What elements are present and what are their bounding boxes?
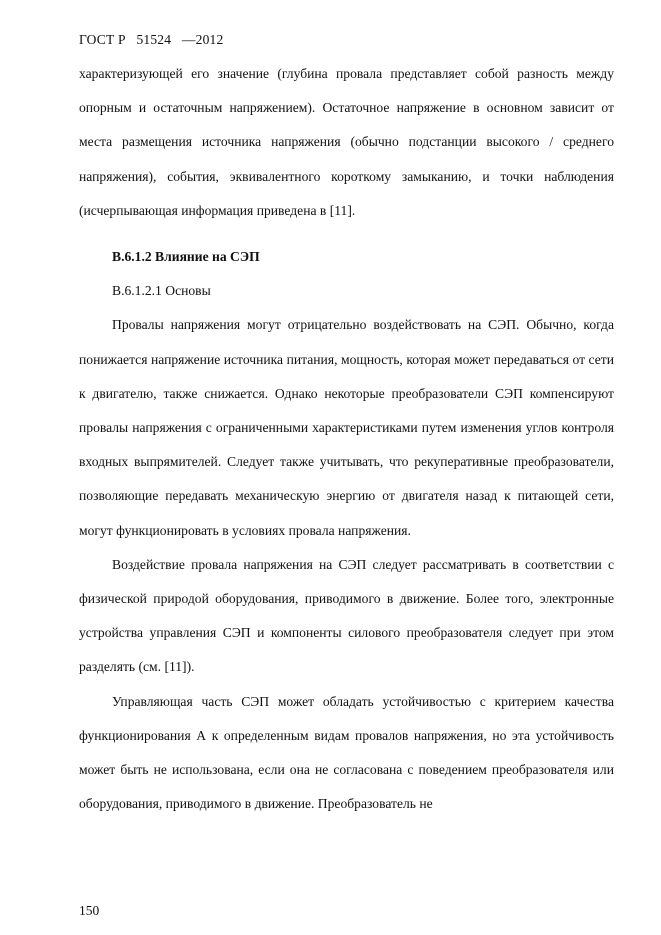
paragraph-sag-impact: Воздействие провала напряжения на СЭП следует рассматривать в соответствии с физической природой оборудования, приводимого в движение. Более того, электронные устройства управления СЭП и компоненты силового преобразователя следует при этом разделять (см. [11]).	[79, 556, 614, 675]
paragraph-depth-definition: характеризующей его значение (глубина провала представляет собой разность между опорным и остаточным напряжением). Остаточное напряжение в основном зависит от места размещения источника напряжения (обычно подстанции высокого / среднего напряжения), события, эквивалентного короткому замыканию, и точки наблюдения (исчерпывающая информация приведена в [11].	[79, 66, 614, 218]
section-heading: В.6.1.2 Влияние на СЭП	[112, 249, 260, 265]
document-header: ГОСТ Р 51524 —2012	[79, 32, 224, 47]
section-spacer	[79, 228, 614, 240]
paragraph-control-part: Управляющая часть СЭП может обладать устойчивостью с критерием качества функционирования А к определенным видам провалов напряжения, но эта устойчивость может быть не использована, если она не согласована с поведением преобразователя или оборудования, приводимого в движение. Преобразователь не	[79, 693, 614, 812]
page-number: 150	[79, 903, 100, 918]
document-body	[79, 57, 614, 821]
subsection-heading: В.6.1.2.1 Основы	[112, 283, 211, 299]
paragraph-sag-effects: Провалы напряжения могут отрицательно воздействовать на СЭП. Обычно, когда понижается напряжение источника питания, мощность, которая может передаваться от сети к двигателю, также снижается. Однако некоторые преобразователи СЭП компенсируют провалы напряжения с ограниченными характеристиками путем изменения углов контроля входных выпрямителей. Следует также учитывать, что рекуперативные преобразователи, позволяющие передавать механическую энергию от двигателя назад к питающей сети, могут функционировать в условиях провала напряжения.	[79, 317, 614, 538]
